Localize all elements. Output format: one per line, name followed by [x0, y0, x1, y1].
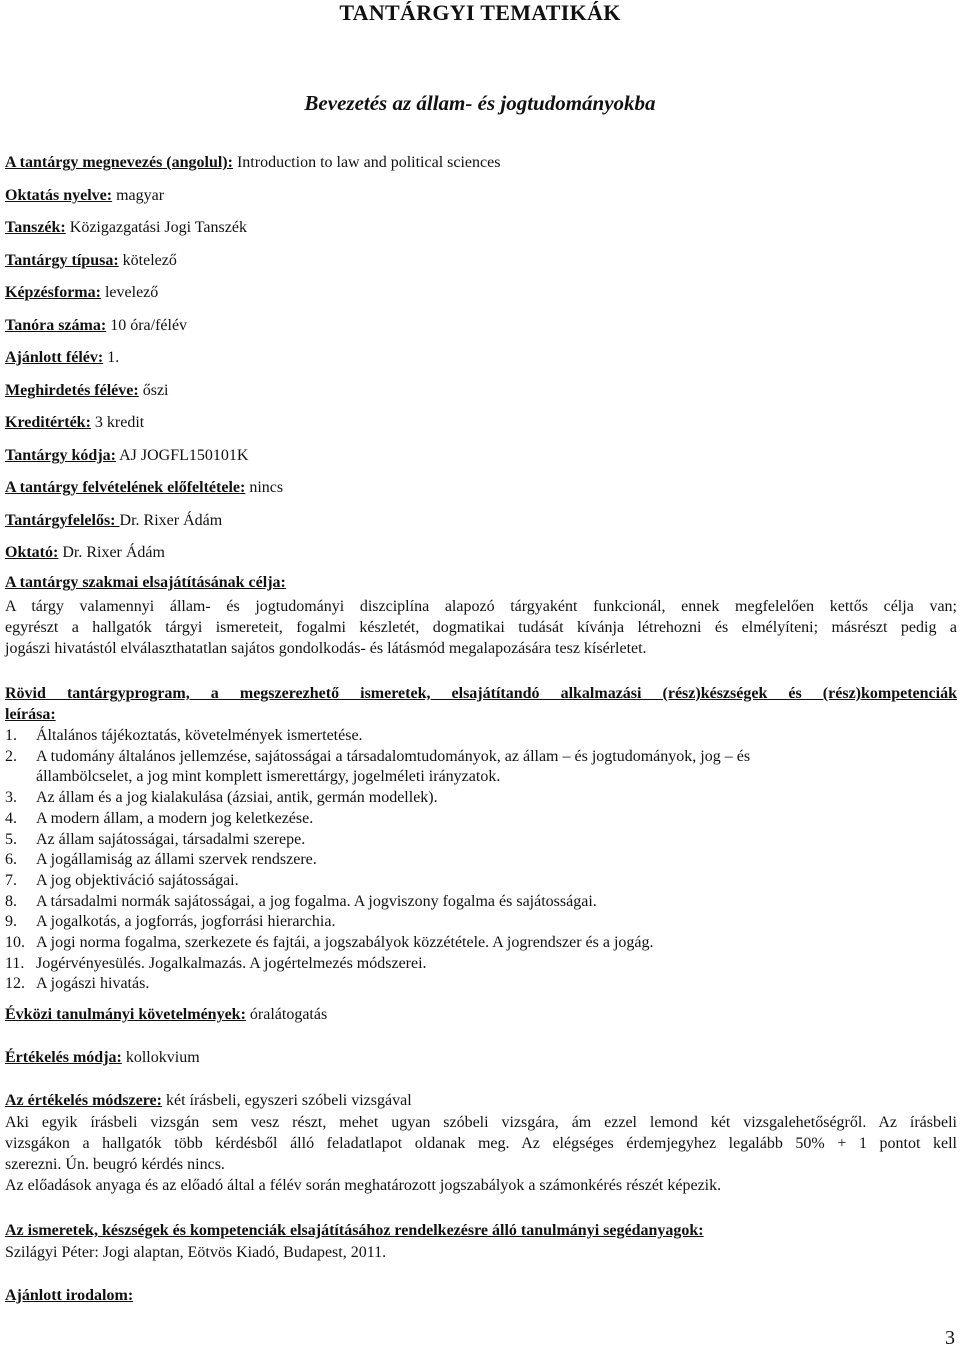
field-value: őszi [138, 382, 169, 399]
field-value: Introduction to law and political sciences [232, 154, 501, 171]
field-value: 3 kredit [90, 414, 145, 431]
paragraph-line: A tárgy valamennyi állam- és jogtudományi diszciplína alapozó tárgyaként funkcionál, ennek megfelelően kettős célja van; [5, 598, 957, 615]
list-item [5, 974, 945, 995]
field-label: Kreditérték: [5, 414, 91, 431]
document-title: TANTÁRGYI TEMATIKÁK [339, 0, 621, 25]
list-text: A modern állam, a modern jog keletkezése. [36, 809, 314, 827]
section-value: óralátogatás [245, 1006, 328, 1023]
field-responsible [5, 511, 222, 531]
list-text: A jogalkotás, a jogforrás, jogforrási hierarchia. [36, 913, 336, 931]
assessment-type [5, 1048, 200, 1068]
section-label: Ajánlott irodalom: [5, 1287, 134, 1304]
list-number: 6. [5, 851, 17, 869]
list-item [5, 850, 945, 871]
list-text: A jogászi hivatás. [36, 975, 150, 993]
list-text [36, 747, 945, 788]
section-label: Az ismeretek, készségek és kompetenciák elsajátításához rendelkezésre álló tanulmányi segédanyagok: [5, 1222, 704, 1239]
field-hours [5, 316, 187, 336]
field-label: Tanóra száma: [5, 317, 107, 334]
list-text: A társadalmi normák sajátosságai, a jog fogalma. A jogviszony fogalma és sajátosságai. [36, 892, 597, 910]
list-number: 11. [5, 954, 25, 972]
field-label: Oktatás nyelve: [5, 187, 113, 204]
assessment-method-paragraph [5, 1112, 957, 1196]
list-text: Jogérvényesülés. Jogalkalmazás. A jogértelmezés módszerei. [36, 954, 427, 972]
field-label: Tanszék: [5, 219, 66, 236]
list-item [5, 892, 945, 913]
list-number: 8. [5, 892, 17, 910]
field-value: kötelező [118, 252, 177, 269]
field-credit [5, 413, 144, 433]
field-course-code [5, 446, 248, 466]
field-label: Tantárgy típusa: [5, 252, 119, 269]
list-text: A jogi norma fogalma, szerkezete és fajtái, a jogszabályok közzététele. A jogrendszer és a jogág. [36, 934, 654, 952]
list-item [5, 726, 945, 747]
list-number: 10. [5, 934, 25, 952]
list-number: 3. [5, 789, 17, 807]
field-value: AJ JOGFL150101K [115, 447, 249, 464]
list-text: Az állam sajátosságai, társadalmi szerepe. [36, 830, 306, 848]
list-item [5, 933, 945, 954]
list-number: 9. [5, 913, 17, 931]
list-text: A jog objektiváció sajátosságai. [36, 871, 239, 889]
list-number: 12. [5, 975, 25, 993]
section-value: két írásbeli, egyszeri szóbeli vizsgával [161, 1092, 412, 1109]
program-heading [5, 683, 957, 725]
paragraph-line: Az előadások anyaga és az előadó által a félév során meghatározott jogszabályok a számonkérés részét képezik. [5, 1177, 722, 1194]
course-title: Bevezetés az állam- és jogtudományokba [304, 91, 656, 115]
page-number: 3 [945, 1327, 955, 1349]
list-text-line: állambölcselet, a jog mint komplett ismerettárgy, jogelméleti irányzatok. [36, 768, 501, 786]
section-label: Rövid tantárgyprogram, a megszerezhető ismeretek, elsajátítandó alkalmazási (rész)készségek és (rész)kompetenciák [5, 685, 957, 702]
field-label: Meghirdetés féléve: [5, 382, 139, 399]
field-value: Közigazgatási Jogi Tanszék [65, 219, 247, 236]
list-number: 5. [5, 830, 17, 848]
recommended-literature-heading [5, 1286, 133, 1306]
list-item [5, 788, 945, 809]
field-prerequisite [5, 478, 283, 498]
list-number: 4. [5, 809, 17, 827]
paragraph-line: Aki egyik írásbeli vizsgán sem vesz részt, mehet ugyan szóbeli vizsgára, ám ezzel lemond két vizsgalehetőségről. Az írásbeli [5, 1114, 957, 1131]
field-label: Tantárgyfelelős: [5, 512, 120, 529]
list-text: A jogállamiság az állami szervek rendszere. [36, 851, 317, 869]
field-value: 1. [103, 349, 120, 366]
field-value: Dr. Rixer Ádám [119, 512, 223, 529]
list-number: 1. [5, 727, 17, 744]
field-label: A tantárgy megnevezés (angolul): [5, 154, 233, 171]
field-value: Dr. Rixer Ádám [58, 544, 165, 561]
list-text: Az állam és a jog kialakulása (ázsiai, antik, germán modellek). [36, 789, 438, 807]
materials-heading [5, 1221, 704, 1241]
field-english-name [5, 153, 500, 173]
goal-heading [5, 573, 286, 593]
field-label: Tantárgy kódja: [5, 447, 116, 464]
paragraph-line: egyrészt a hallgatók tárgyi ismereteit, fogalmi készletét, dogmatikai tudását kívánja létrehozni és elmélyíteni; másrészt pedig a [5, 619, 957, 636]
field-department [5, 218, 247, 238]
field-value: levelező [100, 284, 159, 301]
list-item [5, 871, 945, 892]
list-item [5, 954, 945, 975]
field-announced [5, 381, 169, 401]
section-label: Évközi tanulmányi követelmények: [5, 1006, 246, 1023]
section-label: Az értékelés módszere: [5, 1092, 162, 1109]
list-text: Általános tájékoztatás, követelmények ismertetése. [36, 727, 363, 744]
paragraph-line: vizsgákon a hallgatók több kérdésből álló feladatlapot oldanak meg. Az elégséges érdemjegyhez legalább 50% + 1 pontot kell [5, 1135, 957, 1152]
assessment-method-heading [5, 1091, 412, 1111]
list-item [5, 912, 945, 933]
section-value: kollokvium [121, 1049, 200, 1066]
field-value: 10 óra/félév [106, 317, 188, 334]
list-item [5, 747, 945, 788]
program-list [5, 726, 945, 995]
goal-paragraph [5, 596, 957, 659]
paragraph-line: szerezni. Ún. beugró kérdés nincs. [5, 1156, 225, 1173]
field-semester [5, 348, 119, 368]
field-course-type [5, 251, 177, 271]
field-label: Oktató: [5, 544, 59, 561]
field-lecturer [5, 543, 165, 563]
field-label: Képzésforma: [5, 284, 101, 301]
field-language [5, 186, 164, 206]
list-item [5, 830, 945, 851]
field-training-form [5, 283, 158, 303]
materials-value: Szilágyi Péter: Jogi alaptan, Eötvös Kiadó, Budapest, 2011. [5, 1244, 387, 1261]
section-label: Értékelés módja: [5, 1049, 122, 1066]
list-text-line: A tudomány általános jellemzése, sajátosságai a társadalomtudományok, az állam – és jogtudományok, jog – és [36, 747, 751, 765]
midterm-requirements [5, 1005, 327, 1025]
paragraph-line: jogászi hivatástól elválaszthatatlan sajátos gondolkodás- és látásmód megalapozására tesz kísérletet. [5, 640, 647, 657]
field-value: nincs [245, 479, 284, 496]
field-value: magyar [112, 187, 165, 204]
section-label: leírása: [5, 706, 56, 723]
list-number: 2. [5, 747, 17, 765]
field-label: A tantárgy felvételének előfeltétele: [5, 479, 246, 496]
list-item [5, 809, 945, 830]
section-label: A tantárgy szakmai elsajátításának célja: [5, 574, 286, 591]
field-label: Ajánlott félév: [5, 349, 104, 366]
list-number: 7. [5, 871, 17, 889]
